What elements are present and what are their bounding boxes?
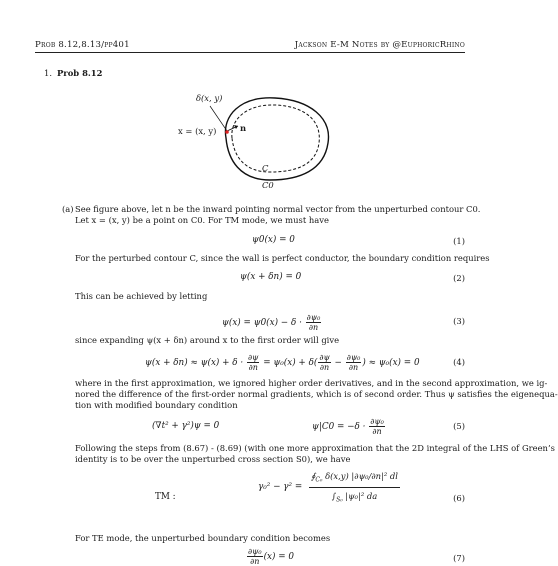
paragraph-6a: Following the steps from (8.67) - (8.69) (with one more approximation that the 2D integral of the LHS of Green’s	[75, 443, 555, 453]
paragraph-3: This can be achieved by letting	[75, 291, 208, 301]
eq-number-7: (7)	[453, 553, 465, 563]
equation-4: ψ(x + δn) ≈ ψ(x) + δ · $\frac{\partial\psi}{\partial n}$ = ψ₀(x) + δ( $\frac{\partial\psi}{\partial n}$ − $\frac{\text{∂ψ₀}}{\partial n}$ ) ≈ ψ₀(x) = 0	[145, 353, 420, 372]
eq-number-4: (4)	[453, 357, 465, 367]
paragraph-7: For TE mode, the unperturbed boundary condition becomes	[75, 533, 331, 543]
paragraph-5a: where in the first approximation, we ignored higher order derivatives, and in the second approximation, we ig-	[75, 378, 548, 388]
equation-6: γ₀² − γ² = $\frac{∮_{C_0} \delta(x,y) |\partial\psi_0/\partial n|^2 dl}{\int_{S_0} |\psi_0|^2 da}$	[258, 471, 398, 504]
fig-inner-label: C	[262, 163, 269, 173]
part-a-marker: (a)	[62, 204, 74, 214]
paragraph-2: For the perturbed contour C, since the wall is perfect conductor, the boundary condition requires	[75, 253, 490, 263]
equation-7: $\frac{\text{∂ψ₀}}{\partial n}$ (x) = 0	[248, 547, 295, 566]
problem-number: 1.	[44, 68, 52, 78]
header-right: Jackson E-M Notes by @EuphoricRhino	[294, 40, 465, 50]
paragraph-6b: identity is to be over the unperturbed cross section S0), we have	[75, 454, 351, 464]
fig-point-label: x = (x, y)	[178, 126, 217, 136]
equation-3-fraction: $\frac{\text{∂ψ₀}}{\partial n}$	[306, 313, 321, 332]
paragraph-4: since expanding ψ(x + δn) around x to the first order will give	[75, 335, 340, 345]
equation-2: ψ(x + δn) = 0	[240, 272, 302, 282]
header-rule	[35, 52, 465, 53]
running-header	[35, 40, 465, 50]
problem-title: Prob 8.12	[57, 68, 103, 78]
equation-5-right: ψ|C0 = −δ · $\frac{\text{∂ψ₀}}{\partial n}$	[312, 417, 384, 436]
header-left: Prob 8.12,8.13/pp401	[35, 40, 130, 50]
paragraph-5b: nored the difference of the first-order normal gradients, which is of second order. Thus ψ satisfies the eigenequa-	[75, 389, 558, 399]
equation-3	[222, 313, 322, 332]
paragraph-5c: tion with modified boundary condition	[75, 400, 238, 410]
part-a-line1: See figure above, let n be the inward pointing normal vector from the unperturbed contour C0.	[75, 204, 481, 214]
eq-number-5: (5)	[453, 421, 465, 431]
eq-number-1: (1)	[453, 236, 465, 246]
normal-vector-arrowhead	[234, 125, 238, 129]
equation-1: ψ0(x) = 0	[252, 235, 295, 245]
eq-number-6: (6)	[453, 493, 465, 503]
equation-5-left: (∇t² + γ²)ψ = 0	[152, 421, 220, 431]
point-x-marker	[225, 130, 229, 134]
equation-3-lhs: ψ(x) = ψ0(x) − δ ·	[222, 318, 302, 328]
equation-4-lhs: ψ(x + δn) ≈ ψ(x) + δ ·	[145, 358, 244, 368]
part-a-line2: Let x = (x, y) be a point on C0. For TM mode, we must have	[75, 215, 329, 225]
equation-6-label: TM :	[155, 492, 176, 502]
fig-delta-label: δ(x, y)	[196, 93, 223, 103]
fig-outer-label: C0	[262, 180, 274, 190]
fig-normal-label: n	[240, 123, 247, 133]
outer-contour-curve	[225, 98, 328, 180]
inner-contour-curve	[232, 105, 319, 172]
eq-number-3: (3)	[453, 316, 465, 326]
eq-number-2: (2)	[453, 273, 465, 283]
